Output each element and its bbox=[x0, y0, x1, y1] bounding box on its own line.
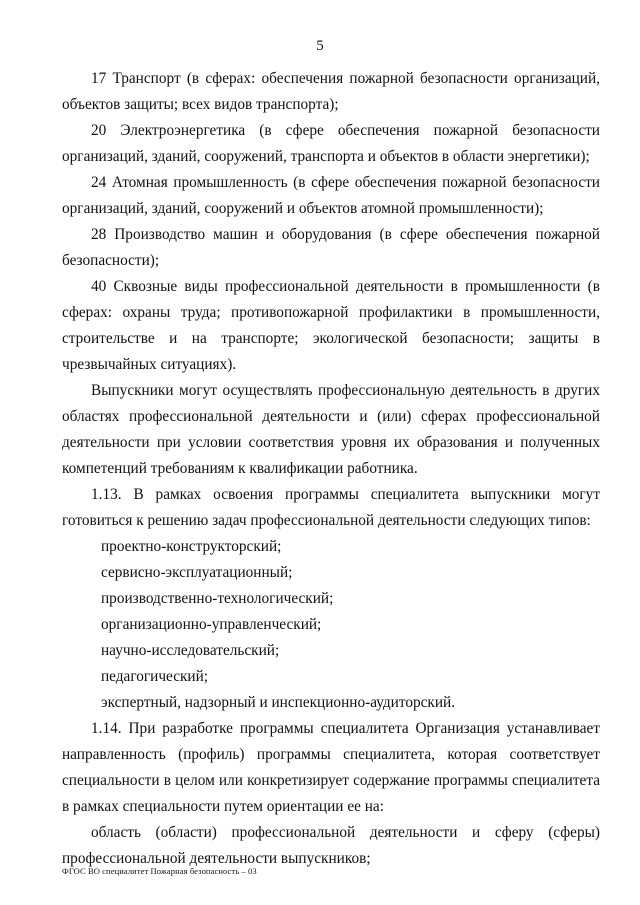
list-item: организационно-управленческий; bbox=[101, 616, 322, 633]
paragraph-1-14: 1.14. При разработке программы специалитета Организация устанавливает направленность (профиль) программы специалитета, которая соответствует специальности в целом или конкретизирует содержание программы специалитета в рамках специальности путем ориентации ее на: bbox=[62, 720, 600, 815]
list-item: научно-исследовательский; bbox=[101, 642, 280, 659]
list-item: педагогический; bbox=[101, 668, 209, 685]
document-body bbox=[62, 66, 600, 872]
page-footer: ФГОС ВО специалитет Пожарная безопасность – 03 bbox=[62, 866, 257, 876]
paragraph-1-13: 1.13. В рамках освоения программы специалитета выпускники могут готовиться к решению задач профессиональной деятельности следующих типов: bbox=[62, 486, 600, 529]
paragraph-electroenergetics: 20 Электроэнергетика (в сфере обеспечения пожарной безопасности организаций, зданий, сооружений, транспорта и объектов в области энергетики); bbox=[62, 122, 600, 165]
list-item: производственно-технологический; bbox=[101, 590, 334, 607]
paragraph-machine-production: 28 Производство машин и оборудования (в сфере обеспечения пожарной безопасности); bbox=[62, 226, 600, 269]
paragraph-cross-cutting-activities: 40 Сквозные виды профессиональной деятельности в промышленности (в сферах: охраны труда; противопожарной профилактики в промышленности, строительстве и на транспорте; экологической безопасности; защиты в чрезвычайных ситуациях). bbox=[62, 278, 600, 373]
list-item: проектно-конструкторский; bbox=[101, 538, 282, 555]
page-number: 5 bbox=[316, 38, 324, 54]
paragraph-nuclear-industry: 24 Атомная промышленность (в сфере обеспечения пожарной безопасности организаций, зданий, сооружений и объектов атомной промышленности); bbox=[62, 174, 600, 217]
list-item: сервисно-эксплуатационный; bbox=[101, 564, 293, 581]
paragraph-transport: 17 Транспорт (в сферах: обеспечения пожарной безопасности организаций, объектов защиты; всех видов транспорта); bbox=[62, 70, 600, 113]
paragraph-graduates-other-areas: Выпускники могут осуществлять профессиональную деятельность в других областях профессиональной деятельности и (или) сферах профессиональной деятельности при условии соответствия уровня их образования и полученных компетенций требованиям к квалификации работника. bbox=[62, 382, 600, 477]
task-types-list bbox=[62, 534, 600, 716]
paragraph-areas-of-activity: область (области) профессиональной деятельности и сферу (сферы) профессиональной деятельности выпускников; bbox=[62, 824, 600, 867]
list-item: экспертный, надзорный и инспекционно-аудиторский. bbox=[101, 694, 456, 711]
